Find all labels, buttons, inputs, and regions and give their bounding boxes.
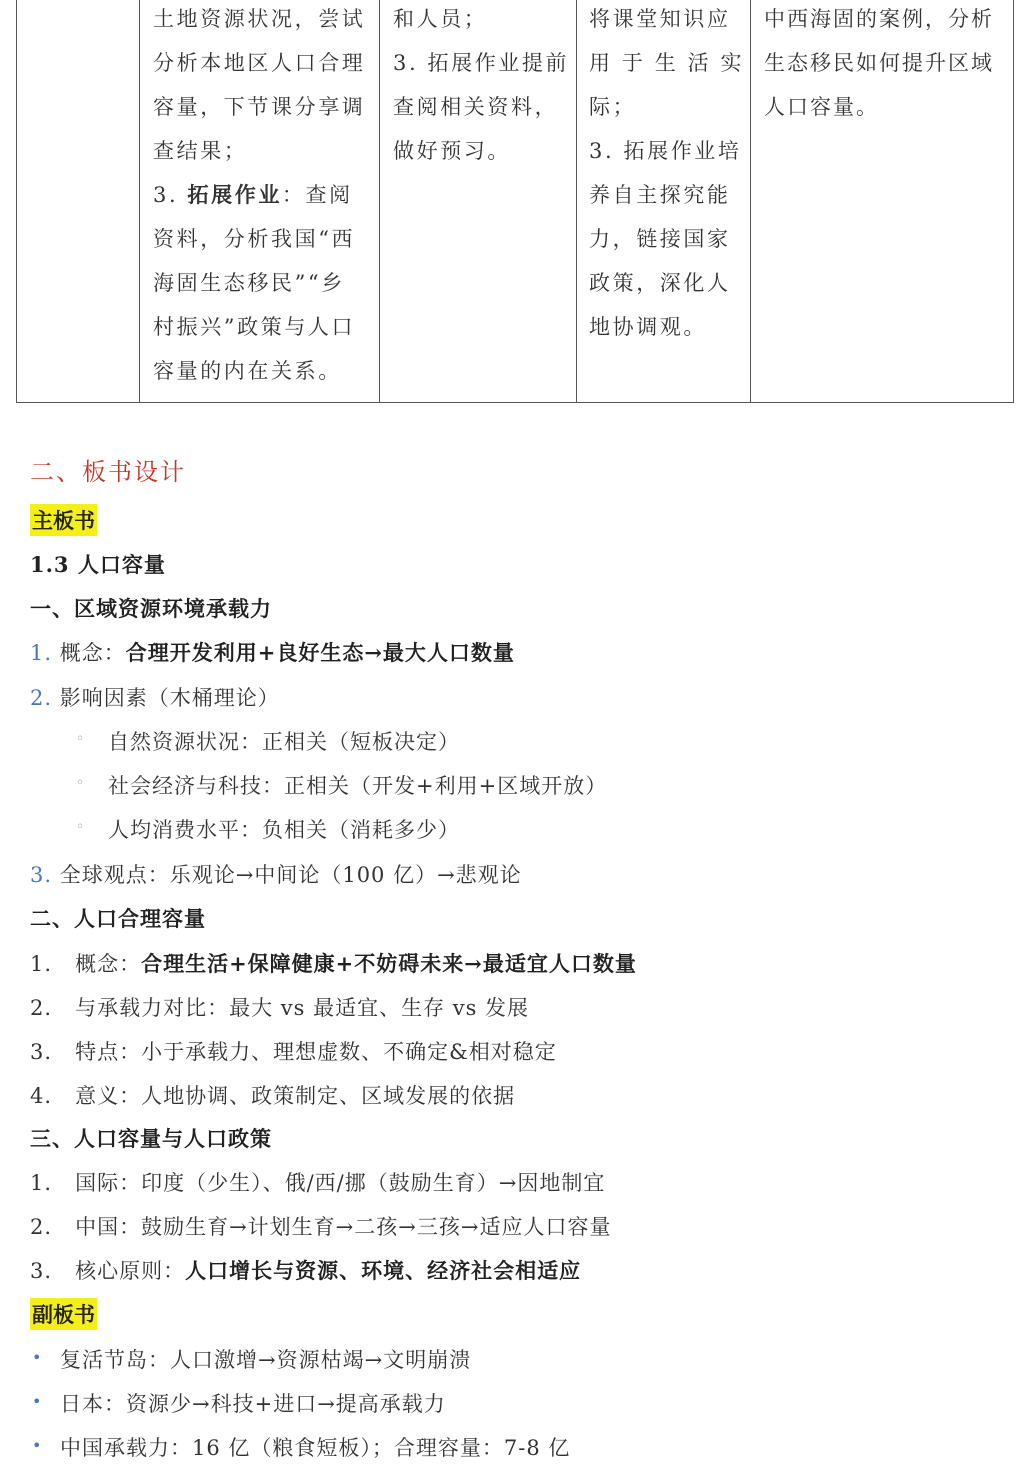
item-bold-text: 合理开发利用+良好生态→最大人口数量 <box>125 640 515 665</box>
table-cell-line: 生态移民如何提升区域 <box>764 51 994 75</box>
item-label: 概念： <box>75 952 142 976</box>
item-bold-text: 合理生活+保障健康+不妨碍未来→最适宜人口数量 <box>141 951 637 976</box>
sub-item: 自然资源状况：正相关（短板决定） <box>108 730 460 754</box>
table-bold-prefix: 拓展作业 <box>187 182 282 207</box>
part3-item <box>30 1211 611 1241</box>
sub-board-label: 副板书 <box>30 1298 97 1330</box>
sub-board-item: 日本：资源少→科技+进口→提高承载力 <box>60 1392 446 1416</box>
table-col-4 <box>576 0 750 402</box>
list-number: 2. <box>30 686 53 710</box>
item-label: 意义：人地协调、政策制定、区域发展的依据 <box>75 1084 516 1108</box>
part3-item <box>30 1167 605 1197</box>
table-cell-line: 查结果； <box>153 139 248 163</box>
list-number: 3. <box>30 1040 53 1064</box>
part1-heading: 一、区域资源环境承载力 <box>30 596 272 621</box>
sub-item: 社会经济与科技：正相关（开发+利用+区域开放） <box>108 774 608 798</box>
table-col-1 <box>17 0 139 402</box>
sub-board-item: 复活节岛：人口激增→资源枯竭→文明崩溃 <box>60 1348 472 1372</box>
table-cell-line: 政策，深化人 <box>589 271 731 295</box>
part2-item <box>30 992 529 1022</box>
table-cell-line: 和人员； <box>393 7 488 31</box>
table-cell-line: 容量的内在关系。 <box>153 359 342 383</box>
table-cell-line: 土地资源状况，尝试 <box>153 7 366 31</box>
part3-heading: 三、人口容量与人口政策 <box>30 1126 272 1151</box>
table-cell-line: 地协调观。 <box>589 315 707 339</box>
list-number: 2. <box>30 1215 53 1239</box>
lesson-table <box>16 0 1014 403</box>
part1-item-1 <box>30 637 515 667</box>
list-number: 2. <box>30 996 53 1020</box>
sub-board-item: 中国承载力：16 亿（粮食短板）；合理容量：7-8 亿 <box>60 1436 571 1460</box>
item-label: 特点：小于承载力、理想虚数、不确定&相对稳定 <box>75 1040 557 1064</box>
list-number: 3. <box>30 1259 53 1283</box>
table-cell-line: 做好预习。 <box>393 139 511 163</box>
list-number: 1. <box>30 952 53 976</box>
table-col-2 <box>139 0 379 402</box>
item-text: 影响因素（木桶理论） <box>59 686 280 710</box>
circle-bullet-icon: ◦ <box>76 731 85 747</box>
item-bold-text: 人口增长与资源、环境、经济社会相适应 <box>185 1258 582 1283</box>
section-title: 二、板书设计 <box>30 458 186 486</box>
table-cell-line: 力，链接国家 <box>589 227 731 251</box>
list-number: 1. <box>30 1171 53 1195</box>
item-label: 概念： <box>59 641 126 665</box>
part2-item <box>30 1080 515 1110</box>
part1-item-2 <box>30 682 280 712</box>
item-label: 中国：鼓励生育→计划生育→二孩→三孩→适应人口容量 <box>75 1215 612 1239</box>
item-label: 与承载力对比：最大 vs 最适宜、生存 vs 发展 <box>75 996 530 1020</box>
table-cell-line: 3. 拓展作业提前 <box>393 51 570 75</box>
list-number: 3. <box>30 863 53 887</box>
item-text: 全球观点：乐观论→中间论（100 亿）→悲观论 <box>59 863 522 887</box>
table-col-3 <box>379 0 576 402</box>
table-cell-line: 3. 拓展作业：查阅 <box>153 182 353 207</box>
table-cell-line: 3. 拓展作业培 <box>589 139 742 163</box>
part3-item <box>30 1255 581 1285</box>
part2-heading: 二、人口合理容量 <box>30 906 206 931</box>
table-cell-line: 查阅相关资料， <box>393 95 559 119</box>
table-cell-line: 将课堂知识应 <box>589 7 731 31</box>
item-label: 国际：印度（少生）、俄/西/挪（鼓励生育）→因地制宜 <box>75 1171 606 1195</box>
bullet-icon: • <box>32 1436 42 1455</box>
table-cell-line: 容量，下节课分享调 <box>153 95 366 119</box>
table-cell-line: 村振兴”政策与人口 <box>153 315 356 339</box>
table-col-5 <box>750 0 1013 402</box>
part2-item <box>30 948 637 978</box>
circle-bullet-icon: ◦ <box>76 819 85 835</box>
list-number: 1. <box>30 641 53 665</box>
main-board-label: 主板书 <box>30 504 97 536</box>
bullet-icon: • <box>32 1348 42 1367</box>
table-cell-line: 人口容量。 <box>764 95 879 119</box>
table-cell-line: 养自主探究能 <box>589 183 731 207</box>
table-cell-line: 海固生态移民”“乡 <box>153 271 345 295</box>
circle-bullet-icon: ◦ <box>76 775 85 791</box>
table-cell-line: 中西海固的案例，分析 <box>764 7 994 31</box>
item-label: 核心原则： <box>75 1259 186 1283</box>
part2-item <box>30 1036 557 1066</box>
part1-item-3 <box>30 859 522 889</box>
table-cell-line: 分析本地区人口合理 <box>153 51 366 75</box>
table-cell-line: 资料，分析我国“西 <box>153 227 356 251</box>
list-number: 4. <box>30 1084 53 1108</box>
table-cell-line: 际； <box>589 95 637 119</box>
sub-item: 人均消费水平：负相关（消耗多少） <box>108 818 460 842</box>
bullet-icon: • <box>32 1392 42 1411</box>
table-cell-line: 用 于 生 活 实 <box>589 51 745 75</box>
lesson-title: 1.3 人口容量 <box>30 552 166 577</box>
